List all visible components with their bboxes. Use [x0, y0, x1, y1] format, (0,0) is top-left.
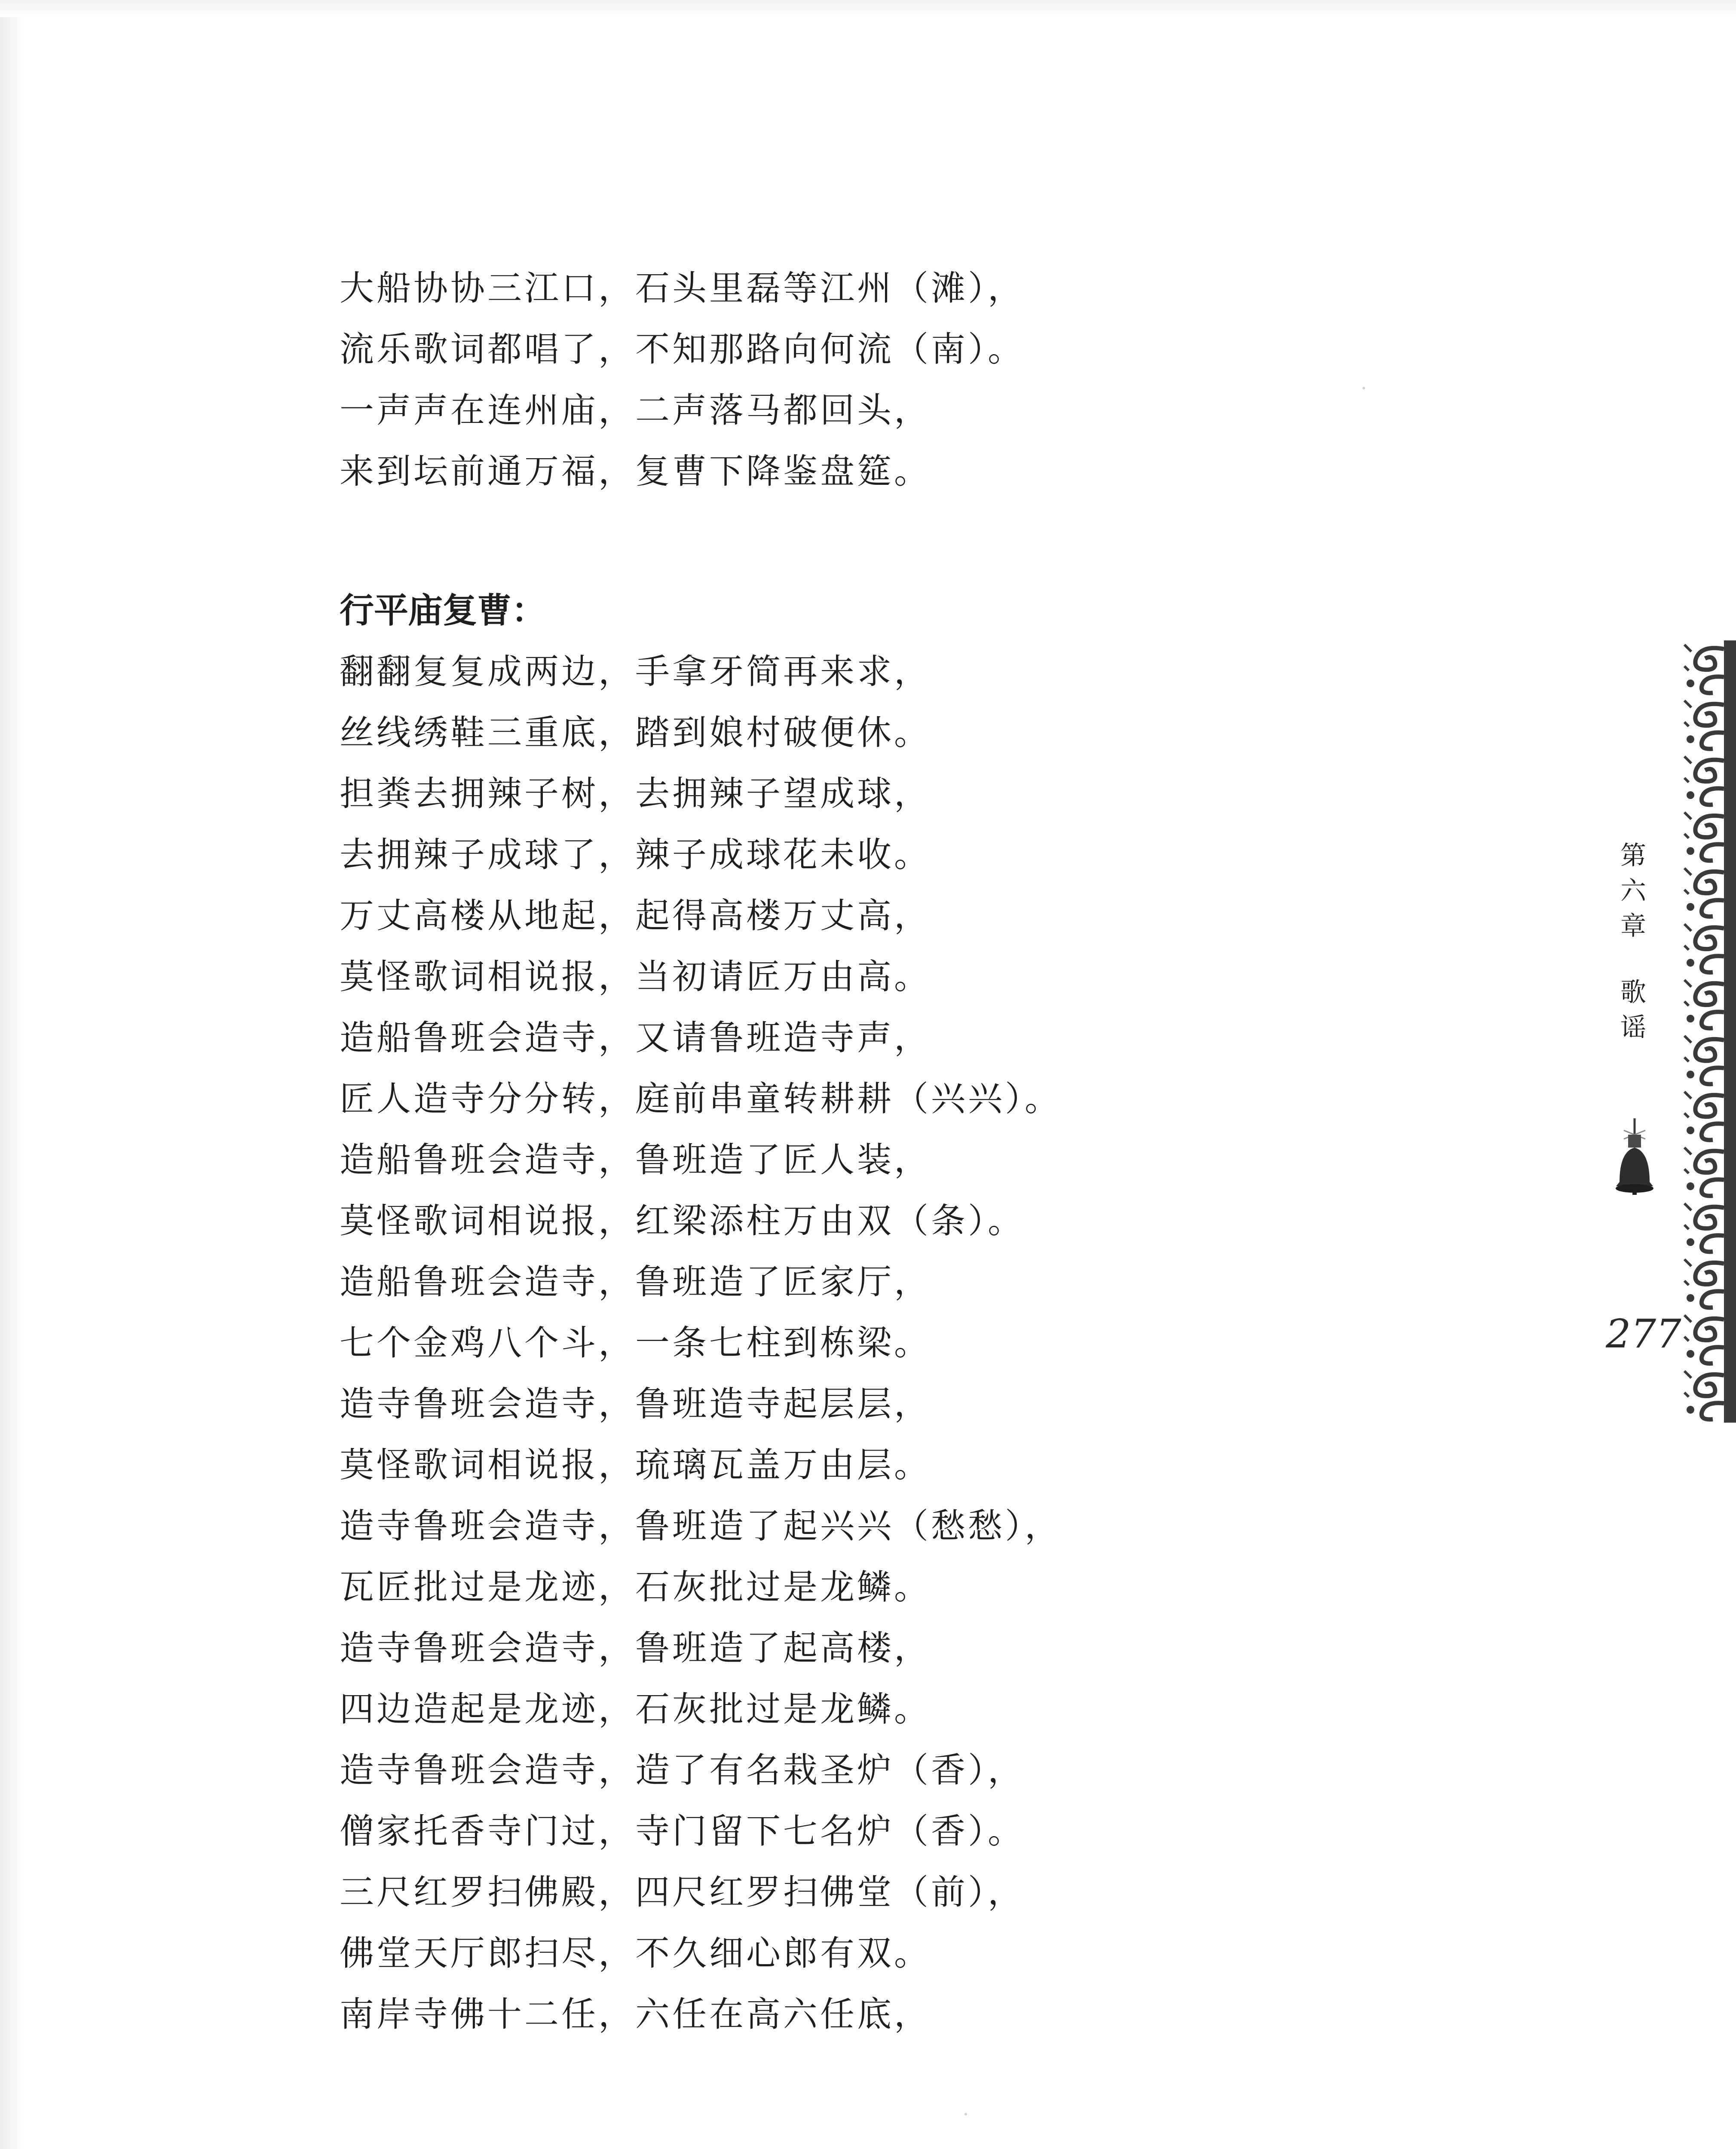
- opening-stanza: [340, 258, 1500, 502]
- chapter-subtitle-char: 谣: [1620, 1013, 1646, 1043]
- chapter-gap: [1607, 944, 1659, 975]
- verse-line: 莫怪歌词相说报，当初请匠万由高。: [340, 957, 931, 997]
- verse-line: 莫怪歌词相说报，琉璃瓦盖万由层。: [340, 1445, 931, 1485]
- ornament-border: [1683, 640, 1736, 1423]
- section-heading: 行平庙复曹：: [340, 591, 546, 631]
- main-text: [340, 258, 1500, 2045]
- page-shadow-left: [0, 0, 26, 2149]
- verse-line: 流乐歌词都唱了，不知那路向何流（南）。: [340, 329, 1025, 369]
- verse-line: 担粪去拥辣子树，去拥辣子望成球，: [340, 774, 931, 814]
- chapter-title-char: 章: [1620, 911, 1646, 941]
- verse-line: 一声声在连州庙，二声落马都回头，: [340, 390, 931, 430]
- verse-line: 万丈高楼从地起，起得高楼万丈高，: [340, 896, 931, 936]
- paper-speck: [964, 2113, 967, 2115]
- verse-line: 三尺红罗扫佛殿，四尺红罗扫佛堂（前），: [340, 1872, 1025, 1912]
- verse-line: 造寺鲁班会造寺，鲁班造寺起层层，: [340, 1384, 931, 1424]
- verse-line: 造船鲁班会造寺，又请鲁班造寺声，: [340, 1018, 931, 1058]
- chapter-marker: [1607, 838, 1659, 1045]
- verse-line: 佛堂天厅郎扫尽，不久细心郎有双。: [340, 1933, 931, 1973]
- verse-line: 造船鲁班会造寺，鲁班造了匠人装，: [340, 1140, 931, 1180]
- verse-line: 南岸寺佛十二任，六任在高六任底，: [340, 1994, 931, 2034]
- verse-line: 造寺鲁班会造寺，造了有名栽圣炉（香），: [340, 1750, 1025, 1790]
- verse-line: 去拥辣子成球了，辣子成球花未收。: [340, 835, 931, 875]
- verse-line: 翻翻复复成两边，手拿牙简再来求，: [340, 652, 931, 692]
- verse-line: 造寺鲁班会造寺，鲁班造了起高楼，: [340, 1628, 931, 1668]
- verse-line: 七个金鸡八个斗，一条七柱到栋梁。: [340, 1323, 931, 1363]
- chapter-subtitle-char: 歌: [1620, 977, 1646, 1007]
- poem-body: [340, 641, 1500, 2045]
- verse-line: 大船协协三江口，石头里磊等江州（滩），: [340, 268, 1025, 308]
- chapter-title-char: 第: [1620, 841, 1646, 871]
- verse-line: 莫怪歌词相说报，红梁添柱万由双（条）。: [340, 1201, 1025, 1241]
- verse-line: 造寺鲁班会造寺，鲁班造了起兴兴（愁愁），: [340, 1506, 1062, 1546]
- verse-line: 来到坛前通万福，复曹下降鉴盘筵。: [340, 451, 931, 491]
- verse-line: 丝线绣鞋三重底，踏到娘村破便休。: [340, 713, 931, 753]
- bell-icon: [1607, 1117, 1663, 1199]
- page-number: 277: [1606, 1311, 1681, 1357]
- verse-line: 瓦匠批过是龙迹，石灰批过是龙鳞。: [340, 1567, 931, 1607]
- verse-line: 僧家托香寺门过，寺门留下七名炉（香）。: [340, 1811, 1025, 1851]
- chapter-title-char: 六: [1620, 876, 1646, 906]
- paper-speck: [1362, 387, 1365, 389]
- verse-line: 匠人造寺分分转，庭前串童转耕耕（兴兴）。: [340, 1079, 1062, 1119]
- verse-line: 造船鲁班会造寺，鲁班造了匠家厅，: [340, 1262, 931, 1302]
- page-shadow-top: [0, 0, 1736, 17]
- verse-line: 四边造起是龙迹，石灰批过是龙鳞。: [340, 1689, 931, 1729]
